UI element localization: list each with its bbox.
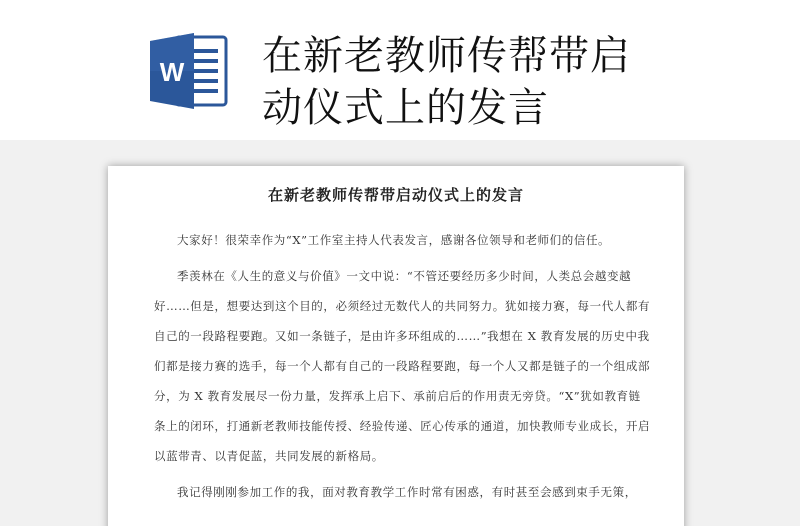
paragraph-line: 条上的闭环，打通新老教师技能传授、经验传递、匠心传承的通道，加快教师专业成长，开启 (154, 419, 651, 433)
paragraph-line: 大家好！很荣幸作为“X”工作室主持人代表发言，感谢各位领导和老师们的信任。 (177, 233, 611, 247)
paragraph-line: 好……但是，想要达到这个目的，必须经过无数代人的共同努力。犹如接力赛，每一代人都有 (154, 299, 651, 313)
paragraph-1 (154, 225, 638, 255)
paragraph-line: 分，为 X 教育发展尽一份力量，发挥承上启下、承前启后的作用责无旁贷。“X”犹如教育链 (154, 389, 641, 403)
title-line-2: 动仪式上的发言 (262, 85, 549, 131)
paragraph-line: 季羡林在《人生的意义与价值》一文中说：“不管还要经历多少时间，人类总会越变越 (177, 269, 632, 283)
page-title (262, 30, 782, 134)
paragraph-3 (154, 477, 638, 507)
header-banner (0, 0, 800, 140)
paragraph-line: 我记得刚刚参加工作的我，面对教育教学工作时常有困惑，有时甚至会感到束手无策， (177, 485, 637, 499)
paragraph-line: 们都是接力赛的选手，每一个人都有自己的一段路程要跑，每一个人又都是链子的一个组成部 (154, 359, 651, 373)
paragraph-line: 自己的一段路程要跑。又如一条链子，是由许多环组成的……”我想在 X 教育发展的历史中我 (154, 329, 650, 343)
title-line-1: 在新老教师传帮带启 (262, 33, 631, 79)
paragraph-line: 以蓝带青、以青促蓝，共同发展的新格局。 (154, 449, 384, 463)
paragraph-2 (154, 261, 651, 471)
document-page[interactable] (108, 166, 684, 526)
document-title: 在新老教师传帮带启动仪式上的发言 (267, 186, 524, 204)
svg-text:W: W (159, 57, 185, 87)
word-icon (146, 31, 230, 111)
